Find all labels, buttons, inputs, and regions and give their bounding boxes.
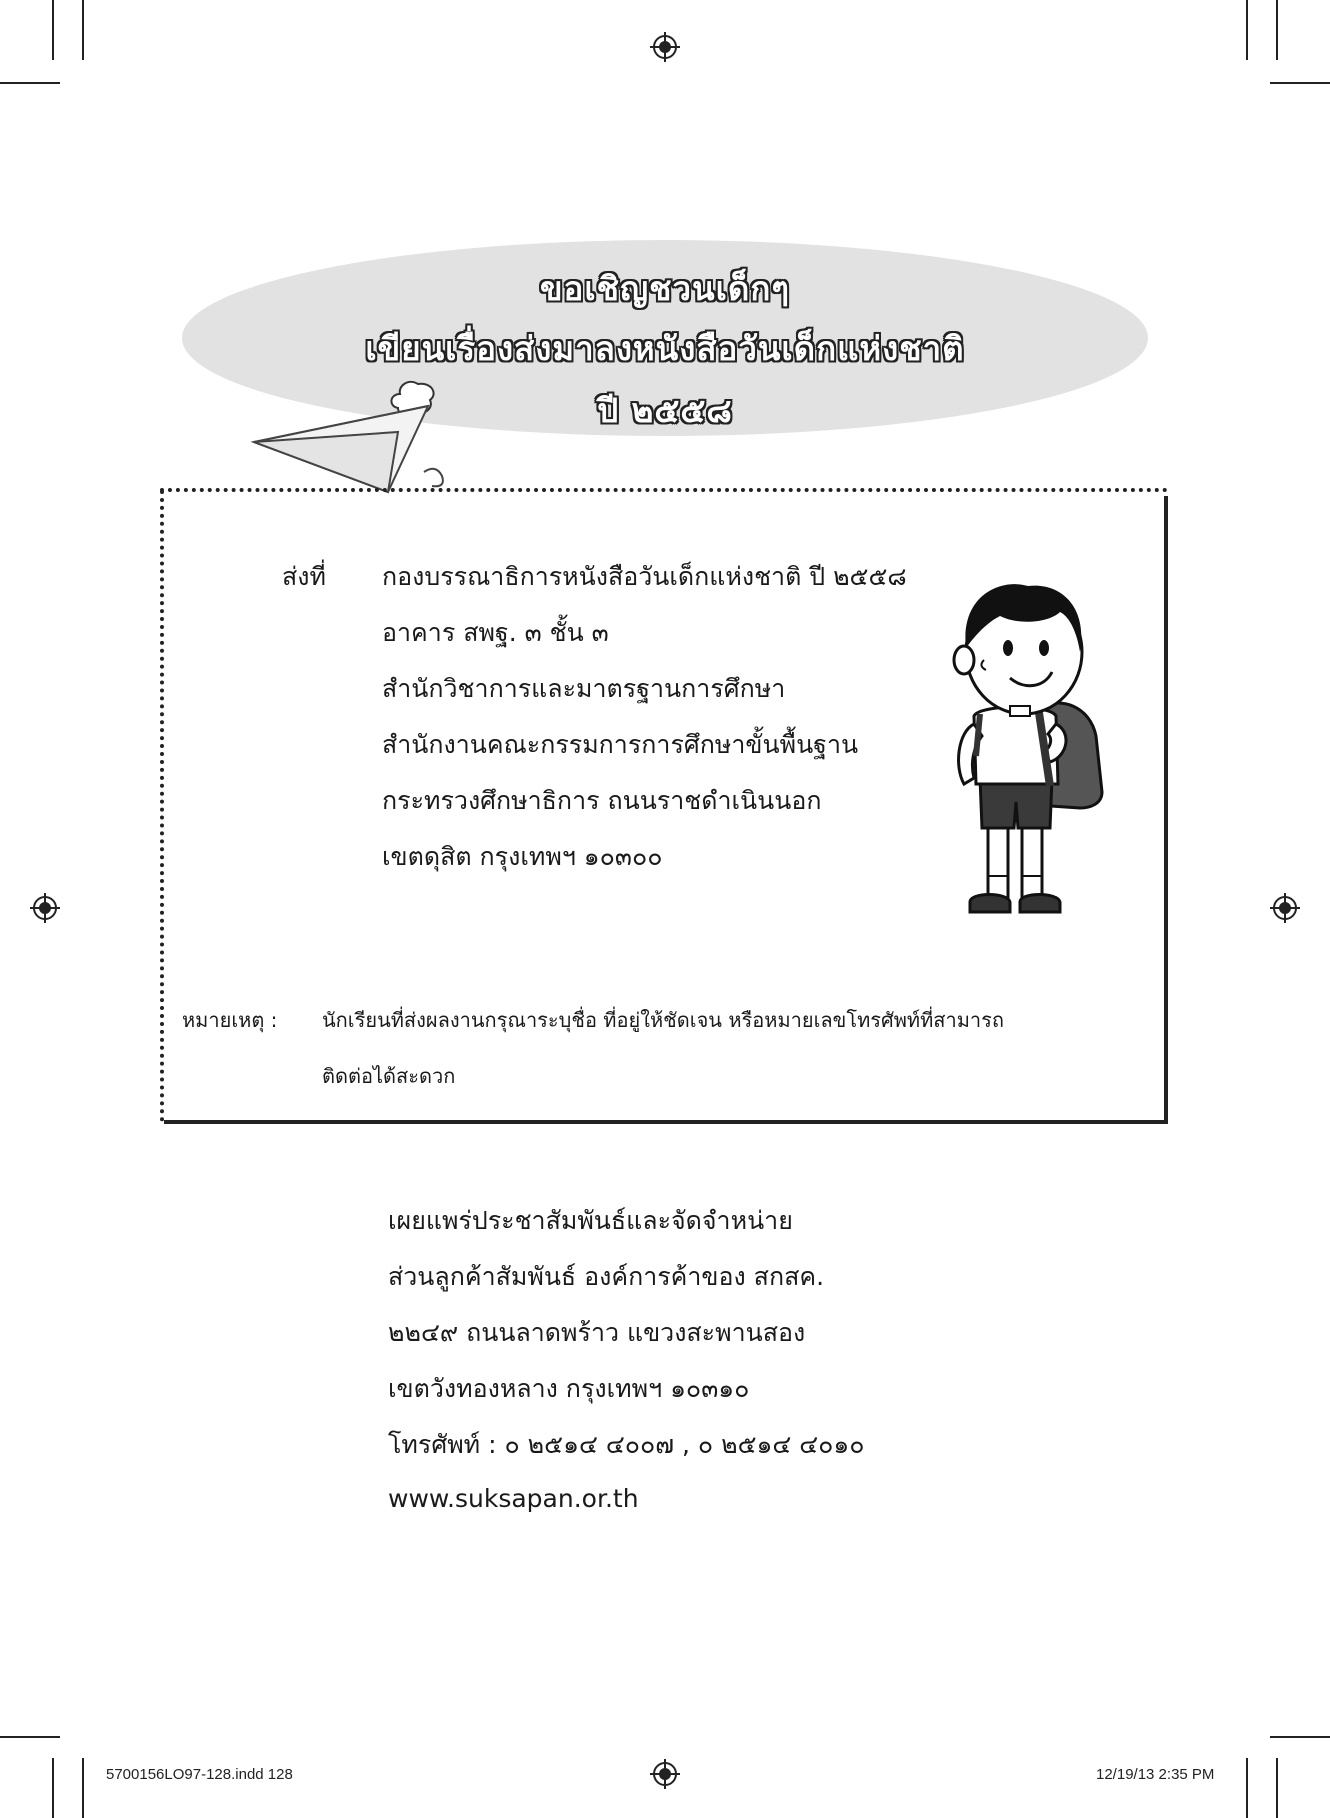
crop-mark	[1270, 82, 1330, 84]
crop-mark	[1270, 1736, 1330, 1738]
note-text-line1: นักเรียนที่ส่งผลงานกรุณาระบุชื่อ ที่อยู่ให้ชัดเจน หรือหมายเลขโทรศัพท์ที่สามารถ	[322, 1008, 1004, 1032]
crop-mark	[1246, 1758, 1248, 1818]
address-line: สำนักงานคณะกรรมการการศึกษาขั้นพื้นฐาน	[382, 730, 859, 759]
crop-mark	[0, 82, 60, 84]
paper-plane-icon	[248, 372, 488, 522]
registration-mark-icon	[650, 32, 680, 62]
header-title-line2: เขียนเรื่องส่งมาลงหนังสือวันเด็กแห่งชาติ	[365, 329, 965, 368]
footer-datetime: 12/19/13 2:35 PM	[1096, 1766, 1215, 1783]
footer-file-info: 5700156LO97-128.indd 128	[106, 1766, 293, 1783]
crop-mark	[1276, 1758, 1278, 1818]
publisher-line: โทรศัพท์ : ๐ ๒๕๑๔ ๔๐๐๗ , ๐ ๒๕๑๔ ๔๐๑๐	[388, 1430, 865, 1459]
crop-mark	[1246, 0, 1248, 60]
address-line: อาคาร สพฐ. ๓ ชั้น ๓	[382, 618, 609, 647]
crop-mark	[52, 1758, 54, 1818]
header-title-line3: ปี ๒๕๕๘	[597, 391, 733, 430]
send-to-label: ส่งที่	[282, 562, 326, 591]
publisher-line: ส่วนลูกค้าสัมพันธ์ องค์การค้าของ สกสค.	[388, 1262, 825, 1291]
schoolboy-illustration	[940, 556, 1110, 946]
address-line: สำนักวิชาการและมาตรฐานการศึกษา	[382, 674, 786, 703]
publisher-line: เขตวังทองหลาง กรุงเทพฯ ๑๐๓๑๐	[388, 1374, 750, 1403]
registration-mark-icon	[1270, 893, 1300, 923]
crop-mark	[52, 0, 54, 60]
address-line: เขตดุสิต กรุงเทพฯ ๑๐๓๐๐	[382, 842, 663, 871]
box-border-right	[1164, 496, 1168, 1124]
crop-mark	[1276, 0, 1278, 60]
header-title-line1: ขอเชิญชวนเด็กๆ	[539, 269, 791, 308]
crop-mark	[82, 0, 84, 60]
crop-mark	[0, 1736, 60, 1738]
box-border-bottom	[164, 1120, 1168, 1124]
box-border-top	[160, 488, 1168, 492]
registration-mark-icon	[30, 893, 60, 923]
address-line: กระทรวงศึกษาธิการ ถนนราชดำเนินนอก	[382, 786, 822, 815]
note-text-line2: ติดต่อได้สะดวก	[322, 1064, 456, 1088]
crop-mark	[82, 1758, 84, 1818]
box-border-left	[160, 490, 164, 1122]
address-line: กองบรรณาธิการหนังสือวันเด็กแห่งชาติ ปี ๒๕๕๘	[382, 562, 907, 591]
publisher-line: เผยแพร่ประชาสัมพันธ์และจัดจำหน่าย	[388, 1206, 793, 1235]
registration-mark-icon	[650, 1759, 680, 1789]
publisher-line: ๒๒๔๙ ถนนลาดพร้าว แขวงสะพานสอง	[388, 1318, 806, 1347]
note-label: หมายเหตุ :	[182, 1008, 278, 1032]
publisher-website: www.suksapan.or.th	[388, 1484, 639, 1513]
